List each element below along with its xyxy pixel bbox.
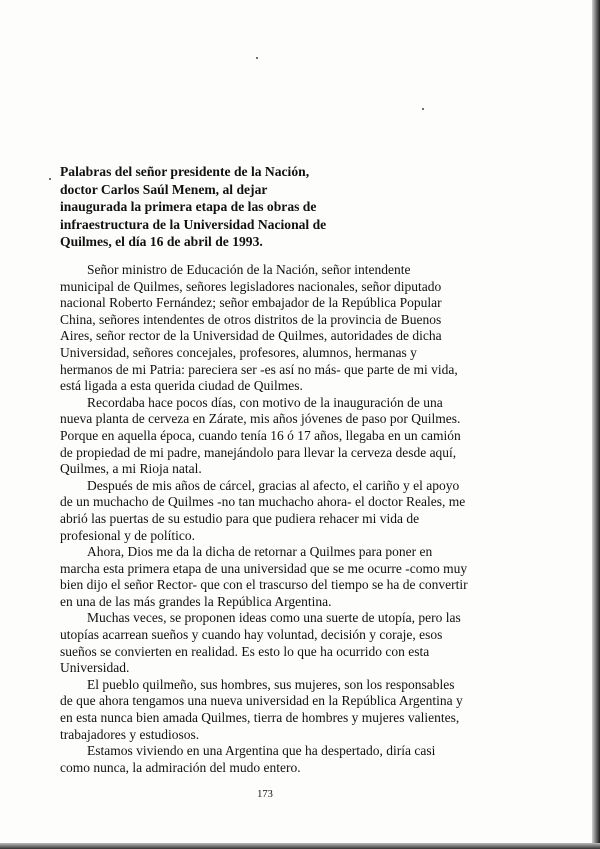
scan-bottom-shadow — [0, 843, 600, 849]
page-number: 173 — [257, 789, 273, 800]
title-line: doctor Carlos Saúl Menem, al dejar — [60, 181, 268, 197]
text-line: de un muchacho de Quilmes -no tan muchacho ahora- el doctor Reales, me — [60, 494, 466, 510]
paragraph — [60, 610, 475, 676]
text-line: municipal de Quilmes, señores legisladores nacionales, señor diputado — [60, 278, 442, 294]
text-line: Después de mis años de cárcel, gracias al afecto, el cariño y el apoyo — [87, 477, 460, 493]
text-line: hermanos de mi Patria: pareciera ser -es así no más- que parte de mi vida, — [60, 361, 458, 377]
text-line: China, señores intendentes de otros distritos de la provincia de Buenos — [60, 311, 442, 327]
title-line: inaugurada la primera etapa de las obras de — [60, 199, 317, 215]
title-line: Palabras del señor presidente de la Nación, — [60, 164, 310, 179]
text-line: de propiedad de mi padre, manejándolo para llevar la cerveza desde aquí, — [60, 444, 457, 460]
text-line: El pueblo quilmeño, sus hombres, sus mujeres, son los responsables — [87, 676, 455, 692]
paragraph — [60, 677, 475, 743]
paragraph — [60, 478, 475, 544]
text-line: abrió las puertas de su estudio para que pudiera rehacer mi vida de — [60, 510, 420, 526]
text-line: Señor ministro de Educación de la Nación, señor intendente — [87, 262, 411, 277]
text-line: Recordaba hace pocos días, con motivo de la inauguración de una — [87, 394, 443, 410]
title-line: Quilmes, el día 16 de abril de 1993. — [60, 234, 263, 250]
text-line: Aires, señor rector de la Universidad de Quilmes, autoridades de dicha — [60, 328, 442, 344]
text-line: nueva planta de cerveza en Zárate, mis años jóvenes de paso por Quilmes. — [60, 411, 461, 427]
text-line: como nunca, la admiración del mudo entero. — [60, 759, 301, 775]
text-line: Porque en aquella época, cuando tenía 16 ó 17 años, llegaba en un camión — [60, 427, 461, 443]
text-line: nacional Roberto Fernández; señor embajador de la República Popular — [60, 295, 442, 311]
paragraph — [60, 262, 475, 395]
text-line: marcha esta primera etapa de una universidad que se me ocurre -como muy — [60, 560, 468, 576]
dust-speck — [49, 178, 51, 180]
text-line: está ligada a esta querida ciudad de Quilmes. — [60, 378, 303, 394]
text-line: trabajadores y estudiosos. — [60, 726, 200, 742]
dust-speck — [256, 57, 258, 59]
text-line: profesional y de político. — [60, 527, 195, 543]
text-line: de que ahora tengamos una nueva universidad en la República Argentina y — [60, 693, 463, 709]
text-line: sueños se convierten en realidad. Es esto lo que ha ocurrido con esta — [60, 643, 430, 659]
paragraph — [60, 743, 475, 776]
speech-title — [60, 163, 350, 251]
title-line: infraestructura de la Universidad Nacional de — [60, 216, 327, 232]
text-line: en esta nunca bien amada Quilmes, tierra de hombres y mujeres valientes, — [60, 710, 460, 726]
scan-edge-shadow — [592, 0, 600, 849]
text-line: en una de las más grandes la República Argentina. — [60, 593, 332, 609]
paragraph — [60, 395, 475, 478]
text-line: utopías acarrean sueños y cuando hay voluntad, decisión y coraje, esos — [60, 627, 443, 643]
speech-body — [60, 262, 475, 776]
text-line: bien dijo el señor Rector- que con el trascurso del tiempo se ha de convertir — [60, 577, 468, 593]
text-line: Ahora, Dios me da la dicha de retornar a Quilmes para poner en — [87, 544, 433, 560]
dust-speck — [422, 108, 424, 110]
text-line: Universidad, señores concejales, profesores, alumnos, hermanas y — [60, 344, 417, 360]
text-line: Estamos viviendo en una Argentina que ha despertado, diría casi — [87, 743, 436, 759]
text-line: Muchas veces, se proponen ideas como una suerte de utopía, pero las — [87, 610, 461, 626]
paragraph — [60, 544, 475, 610]
text-line: Quilmes, a mi Rioja natal. — [60, 461, 202, 477]
text-line: Universidad. — [60, 660, 130, 676]
